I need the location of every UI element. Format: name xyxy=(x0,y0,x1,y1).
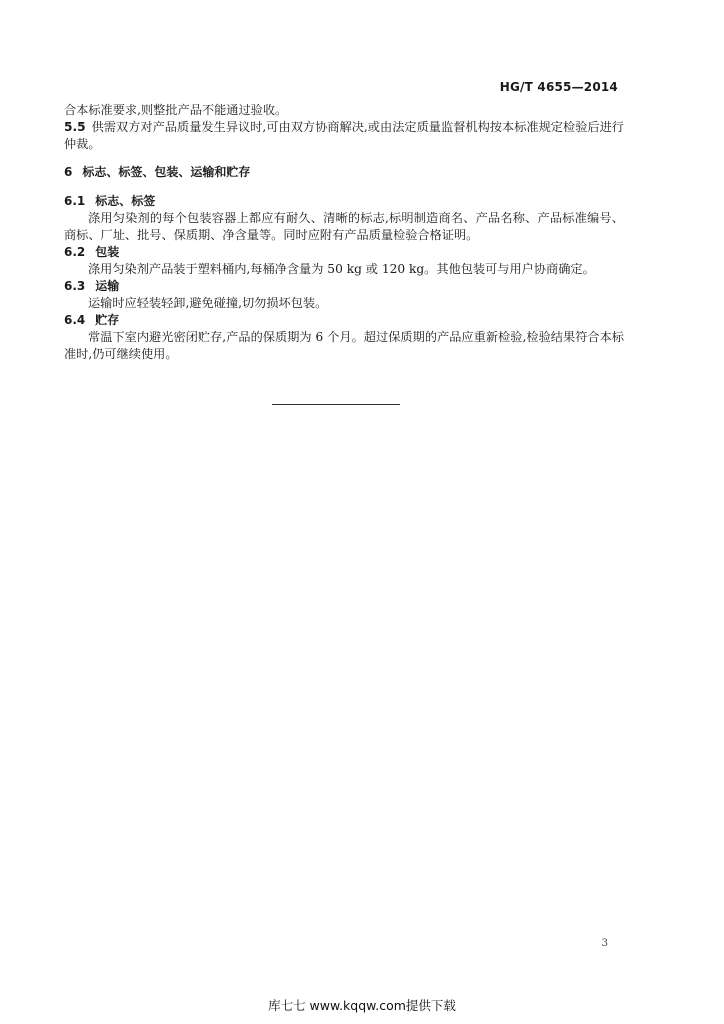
clause-5-5 xyxy=(64,119,624,153)
section-title: 标志、标签、包装、运输和贮存 xyxy=(82,165,251,179)
clause-number: 6.4 xyxy=(64,313,86,327)
clause-title: 贮存 xyxy=(95,313,120,327)
clause-text: 供需双方对产品质量发生异议时,可由双方协商解决,或由法定质量监督机构按本标准规定检验后进行仲裁。 xyxy=(64,120,624,151)
clause-6-4-text: 常温下室内避光密闭贮存,产品的保质期为 6 个月。超过保质期的产品应重新检验,检验结果符合本标准时,仍可继续使用。 xyxy=(64,330,624,361)
clause-number: 6.3 xyxy=(64,279,86,293)
section-6-heading xyxy=(64,164,624,181)
clause-6-1-heading xyxy=(64,193,624,210)
end-of-document-rule xyxy=(272,404,400,405)
clause-number: 5.5 xyxy=(64,120,86,134)
continuation-text: 合本标准要求,则整批产品不能通过验收。 xyxy=(64,103,288,117)
clause-number: 6.1 xyxy=(64,194,86,208)
clause-title: 运输 xyxy=(95,279,120,293)
clause-6-3-text: 运输时应轻装轻卸,避免碰撞,切勿损坏包装。 xyxy=(88,296,328,310)
clause-title: 包装 xyxy=(95,245,120,259)
clause-6-2-heading xyxy=(64,244,624,261)
standard-number: HG/T 4655—2014 xyxy=(499,80,618,94)
download-watermark: 库七七 www.kqqw.com提供下载 xyxy=(268,998,456,1013)
page-number: 3 xyxy=(601,938,608,949)
clause-title: 标志、标签 xyxy=(95,194,156,208)
clause-number: 6.2 xyxy=(64,245,86,259)
section-number: 6 xyxy=(64,165,73,179)
clause-6-4-heading xyxy=(64,312,624,329)
clause-6-1-text: 涤用匀染剂的每个包装容器上都应有耐久、清晰的标志,标明制造商名、产品名称、产品标准编号、商标、厂址、批号、保质期、净含量等。同时应附有产品质量检验合格证明。 xyxy=(64,211,624,242)
clause-6-3-heading xyxy=(64,278,624,295)
clause-6-2-text: 涤用匀染剂产品装于塑料桶内,每桶净含量为 50 kg 或 120 kg。其他包装可与用户协商确定。 xyxy=(88,262,595,276)
document-body xyxy=(64,102,624,363)
